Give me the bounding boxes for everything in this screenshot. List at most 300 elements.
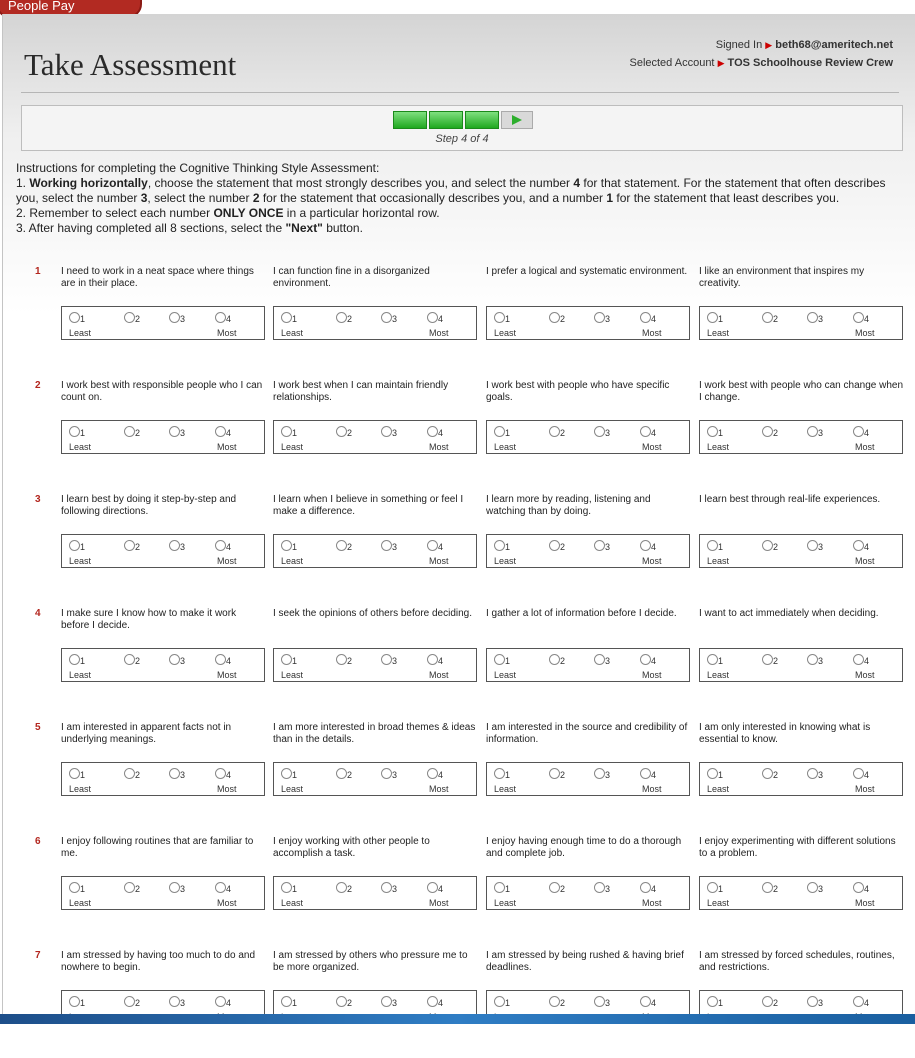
radio-button[interactable] [381,312,392,323]
radio-button[interactable] [124,768,135,779]
radio-button[interactable] [807,312,818,323]
radio-button[interactable] [215,996,226,1007]
radio-button[interactable] [169,768,180,779]
rating-option-1[interactable] [69,882,85,894]
radio-button[interactable] [762,426,773,437]
radio-button[interactable] [762,882,773,893]
radio-button[interactable] [169,996,180,1007]
radio-button[interactable] [381,882,392,893]
radio-button[interactable] [707,768,718,779]
rating-option-2[interactable] [336,882,352,894]
statement-text: I enjoy experimenting with different solutions to a problem. [699,836,896,859]
rating-option-1[interactable] [494,996,510,1008]
radio-button[interactable] [169,882,180,893]
rating-option-1[interactable] [69,768,85,780]
selected-account-label: Selected Account [629,57,715,69]
step-1-complete [393,111,427,129]
rating-option-2[interactable] [549,540,565,552]
rating-option-3[interactable] [169,996,185,1008]
assessment-section [3,950,915,1058]
rating-option-4[interactable] [215,540,231,552]
rating-option-4[interactable] [640,426,656,438]
radio-button[interactable] [707,540,718,551]
rating-value: 2 [135,884,141,895]
rating-option-3[interactable] [381,312,397,324]
rating-option-3[interactable] [169,312,185,324]
radio-button[interactable] [594,996,605,1007]
signed-in-label: Signed In [715,39,763,51]
radio-button[interactable] [381,768,392,779]
radio-button[interactable] [762,654,773,665]
rating-option-1[interactable] [281,996,297,1008]
radio-button[interactable] [494,540,505,551]
rating-option-1[interactable] [69,540,85,552]
radio-button[interactable] [427,426,438,437]
rating-option-4[interactable] [640,996,656,1008]
section-number: 7 [35,950,41,961]
rating-value: 4 [438,998,444,1009]
rating-option-4[interactable] [215,996,231,1008]
radio-button[interactable] [381,654,392,665]
least-label: Least [494,328,517,338]
radio-button[interactable] [762,312,773,323]
rating-option-4[interactable] [215,882,231,894]
rating-option-2[interactable] [762,654,778,666]
rating-option-2[interactable] [762,312,778,324]
rating-option-3[interactable] [807,540,823,552]
rating-option-1[interactable] [281,540,297,552]
radio-button[interactable] [807,882,818,893]
radio-button[interactable] [494,996,505,1007]
radio-button[interactable] [124,654,135,665]
statement-text: I make sure I know how to make it work before I decide. [61,608,237,631]
radio-button[interactable] [69,882,80,893]
rating-option-3[interactable] [169,882,185,894]
radio-button[interactable] [707,426,718,437]
arrow-right-icon: ▶ [765,40,773,50]
rating-option-3[interactable] [594,654,610,666]
rating-value: 3 [180,884,186,895]
radio-button[interactable] [69,768,80,779]
rating-option-4[interactable] [853,312,869,324]
rating-value: 4 [864,314,870,325]
radio-button[interactable] [853,312,864,323]
rating-option-2[interactable] [549,996,565,1008]
radio-button[interactable] [281,312,292,323]
most-label: Most [642,784,662,794]
most-label: Most [855,898,875,908]
radio-button[interactable] [281,996,292,1007]
radio-button[interactable] [124,996,135,1007]
radio-button[interactable] [169,540,180,551]
rating-option-1[interactable] [69,654,85,666]
rating-option-3[interactable] [807,768,823,780]
rating-option-4[interactable] [427,540,443,552]
rating-option-1[interactable] [494,426,510,438]
statement-text: I work best with people who can change when I change. [699,380,904,403]
radio-button[interactable] [215,426,226,437]
least-label: Least [281,556,304,566]
rating-option-2[interactable] [762,882,778,894]
radio-button[interactable] [427,996,438,1007]
radio-button[interactable] [640,996,651,1007]
statement-text: I prefer a logical and systematic environment. [486,266,688,277]
rating-option-1[interactable] [707,882,723,894]
statement-text: I learn when I believe in something or feel I make a difference. [273,494,464,517]
least-label: Least [281,670,304,680]
radio-button[interactable] [69,540,80,551]
rating-option-1[interactable] [494,882,510,894]
rating-option-3[interactable] [807,426,823,438]
rating-value: 1 [505,542,511,553]
radio-button[interactable] [427,540,438,551]
radio-button[interactable] [640,312,651,323]
radio-button[interactable] [169,312,180,323]
rating-value: 1 [505,656,511,667]
radio-button[interactable] [494,768,505,779]
rating-value: 2 [560,542,566,553]
rating-box [699,876,903,910]
rating-option-4[interactable] [427,426,443,438]
radio-button[interactable] [69,996,80,1007]
rating-option-2[interactable] [124,540,140,552]
rating-option-1[interactable] [281,882,297,894]
least-label: Least [707,328,730,338]
rating-option-4[interactable] [640,654,656,666]
rating-option-1[interactable] [281,426,297,438]
least-label: Least [69,898,92,908]
rating-option-2[interactable] [762,768,778,780]
radio-button[interactable] [762,996,773,1007]
radio-button[interactable] [281,654,292,665]
radio-button[interactable] [807,654,818,665]
radio-button[interactable] [762,540,773,551]
most-label: Most [642,328,662,338]
radio-button[interactable] [336,882,347,893]
radio-button[interactable] [853,426,864,437]
rating-option-4[interactable] [215,312,231,324]
radio-button[interactable] [853,996,864,1007]
rating-option-4[interactable] [427,768,443,780]
radio-button[interactable] [640,540,651,551]
radio-button[interactable] [124,426,135,437]
rating-value: 1 [505,314,511,325]
rating-option-4[interactable] [215,426,231,438]
rating-option-3[interactable] [381,996,397,1008]
rating-option-3[interactable] [169,426,185,438]
rating-option-3[interactable] [807,312,823,324]
rating-box [61,420,265,454]
rating-option-2[interactable] [336,312,352,324]
radio-button[interactable] [427,312,438,323]
assessment-section [3,380,915,488]
rating-option-1[interactable] [494,768,510,780]
rating-option-4[interactable] [853,768,869,780]
rating-option-1[interactable] [707,426,723,438]
rating-value: 4 [651,314,657,325]
rating-value: 3 [818,656,824,667]
rating-option-3[interactable] [594,312,610,324]
rating-option-4[interactable] [853,882,869,894]
radio-button[interactable] [427,654,438,665]
rating-option-3[interactable] [169,768,185,780]
rating-value: 3 [605,656,611,667]
rating-value: 1 [505,770,511,781]
rating-option-3[interactable] [594,426,610,438]
rating-option-2[interactable] [124,996,140,1008]
rating-value: 3 [605,428,611,439]
rating-option-1[interactable] [707,654,723,666]
rating-value: 2 [347,770,353,781]
radio-button[interactable] [549,426,560,437]
rating-value: 3 [605,542,611,553]
rating-box [61,762,265,796]
radio-button[interactable] [594,540,605,551]
least-label: Least [494,556,517,566]
radio-button[interactable] [594,426,605,437]
rating-value: 4 [864,770,870,781]
rating-value: 1 [80,998,86,1009]
rating-option-1[interactable] [494,654,510,666]
rating-option-2[interactable] [336,540,352,552]
radio-button[interactable] [707,654,718,665]
page-title: Take Assessment [24,47,237,82]
rating-option-4[interactable] [853,654,869,666]
radio-button[interactable] [169,426,180,437]
radio-button[interactable] [281,540,292,551]
radio-button[interactable] [336,996,347,1007]
rating-option-3[interactable] [169,654,185,666]
rating-option-2[interactable] [124,312,140,324]
radio-button[interactable] [807,426,818,437]
rating-value: 1 [718,656,724,667]
rating-value: 1 [80,770,86,781]
rating-option-1[interactable] [281,768,297,780]
rating-option-2[interactable] [336,768,352,780]
radio-button[interactable] [594,654,605,665]
rating-value: 3 [605,884,611,895]
radio-button[interactable] [549,654,560,665]
rating-option-2[interactable] [336,996,352,1008]
top-button-label: People Pay [8,0,75,13]
rating-option-3[interactable] [807,996,823,1008]
rating-option-2[interactable] [549,654,565,666]
radio-button[interactable] [807,540,818,551]
rating-option-2[interactable] [549,882,565,894]
rating-option-2[interactable] [336,426,352,438]
rating-option-3[interactable] [381,540,397,552]
assessment-section [3,722,915,830]
radio-button[interactable] [336,312,347,323]
rating-option-1[interactable] [707,768,723,780]
rating-option-1[interactable] [281,312,297,324]
radio-button[interactable] [427,882,438,893]
rating-option-4[interactable] [427,654,443,666]
radio-button[interactable] [215,540,226,551]
radio-button[interactable] [853,768,864,779]
rating-value: 2 [560,314,566,325]
radio-button[interactable] [762,768,773,779]
rating-value: 1 [292,542,298,553]
rating-option-1[interactable] [69,996,85,1008]
radio-button[interactable] [281,768,292,779]
rating-option-2[interactable] [124,882,140,894]
rating-option-1[interactable] [494,540,510,552]
least-label: Least [707,898,730,908]
rating-value: 3 [180,428,186,439]
radio-button[interactable] [215,768,226,779]
radio-button[interactable] [281,882,292,893]
rating-box [273,534,477,568]
radio-button[interactable] [215,312,226,323]
rating-option-4[interactable] [427,312,443,324]
radio-button[interactable] [807,996,818,1007]
radio-button[interactable] [707,996,718,1007]
rating-option-1[interactable] [707,996,723,1008]
radio-button[interactable] [281,426,292,437]
rating-box [486,306,690,340]
least-label: Least [707,442,730,452]
rating-option-3[interactable] [381,426,397,438]
radio-button[interactable] [124,540,135,551]
rating-option-2[interactable] [124,654,140,666]
radio-button[interactable] [124,882,135,893]
rating-option-3[interactable] [381,882,397,894]
most-label: Most [855,670,875,680]
section-number: 4 [35,608,41,619]
selected-account-value[interactable]: TOS Schoolhouse Review Crew [727,57,893,69]
rating-option-4[interactable] [853,540,869,552]
radio-button[interactable] [549,312,560,323]
statement-text: I enjoy having enough time to do a thorough and complete job. [486,836,682,859]
rating-option-4[interactable] [853,996,869,1008]
rating-option-2[interactable] [549,426,565,438]
least-label: Least [494,784,517,794]
rating-option-3[interactable] [807,654,823,666]
radio-button[interactable] [381,996,392,1007]
radio-button[interactable] [69,426,80,437]
radio-button[interactable] [640,882,651,893]
rating-option-3[interactable] [169,540,185,552]
radio-button[interactable] [381,540,392,551]
radio-button[interactable] [169,654,180,665]
section-number: 5 [35,722,41,733]
radio-button[interactable] [853,882,864,893]
radio-button[interactable] [427,768,438,779]
rating-option-3[interactable] [807,882,823,894]
radio-button[interactable] [215,882,226,893]
radio-button[interactable] [707,312,718,323]
rating-option-2[interactable] [762,540,778,552]
radio-button[interactable] [336,768,347,779]
rating-option-1[interactable] [281,654,297,666]
radio-button[interactable] [549,996,560,1007]
rating-option-1[interactable] [707,540,723,552]
rating-option-4[interactable] [640,540,656,552]
radio-button[interactable] [594,768,605,779]
rating-option-3[interactable] [381,768,397,780]
rating-value: 1 [80,428,86,439]
rating-option-4[interactable] [215,768,231,780]
radio-button[interactable] [381,426,392,437]
rating-value: 3 [180,656,186,667]
radio-button[interactable] [640,768,651,779]
rating-option-4[interactable] [640,768,656,780]
rating-option-2[interactable] [549,768,565,780]
rating-option-4[interactable] [215,654,231,666]
rating-option-4[interactable] [427,996,443,1008]
rating-option-4[interactable] [640,882,656,894]
rating-option-3[interactable] [594,882,610,894]
rating-option-3[interactable] [594,768,610,780]
rating-value: 2 [773,770,779,781]
rating-value: 4 [864,884,870,895]
rating-option-1[interactable] [707,312,723,324]
radio-button[interactable] [549,768,560,779]
radio-button[interactable] [549,882,560,893]
radio-button[interactable] [336,654,347,665]
section-number: 1 [35,266,41,277]
most-label: Most [855,556,875,566]
rating-option-1[interactable] [69,426,85,438]
radio-button[interactable] [124,312,135,323]
radio-button[interactable] [336,426,347,437]
rating-option-3[interactable] [594,540,610,552]
rating-option-2[interactable] [336,654,352,666]
rating-option-3[interactable] [381,654,397,666]
statement-text: I like an environment that inspires my creativity. [699,266,865,289]
radio-button[interactable] [69,654,80,665]
rating-option-2[interactable] [762,426,778,438]
rating-value: 4 [651,884,657,895]
rating-value: 3 [818,998,824,1009]
rating-option-4[interactable] [640,312,656,324]
radio-button[interactable] [640,426,651,437]
radio-button[interactable] [807,768,818,779]
rating-option-2[interactable] [124,768,140,780]
radio-button[interactable] [494,426,505,437]
radio-button[interactable] [69,312,80,323]
radio-button[interactable] [494,654,505,665]
radio-button[interactable] [853,654,864,665]
radio-button[interactable] [549,540,560,551]
statement-text: I enjoy working with other people to accomplish a task. [273,836,430,859]
rating-value: 4 [438,656,444,667]
rating-option-2[interactable] [549,312,565,324]
radio-button[interactable] [215,654,226,665]
radio-button[interactable] [336,540,347,551]
rating-option-4[interactable] [853,426,869,438]
rating-value: 3 [392,770,398,781]
rating-option-2[interactable] [762,996,778,1008]
radio-button[interactable] [640,654,651,665]
rating-box [486,876,690,910]
radio-button[interactable] [594,312,605,323]
radio-button[interactable] [494,312,505,323]
rating-option-3[interactable] [594,996,610,1008]
radio-button[interactable] [853,540,864,551]
radio-button[interactable] [707,882,718,893]
rating-option-1[interactable] [69,312,85,324]
rating-option-2[interactable] [124,426,140,438]
rating-option-4[interactable] [427,882,443,894]
rating-option-1[interactable] [494,312,510,324]
radio-button[interactable] [494,882,505,893]
rating-box [486,420,690,454]
least-label: Least [281,328,304,338]
statement-text: I am stressed by others who pressure me to be more organized. [273,950,468,973]
radio-button[interactable] [594,882,605,893]
